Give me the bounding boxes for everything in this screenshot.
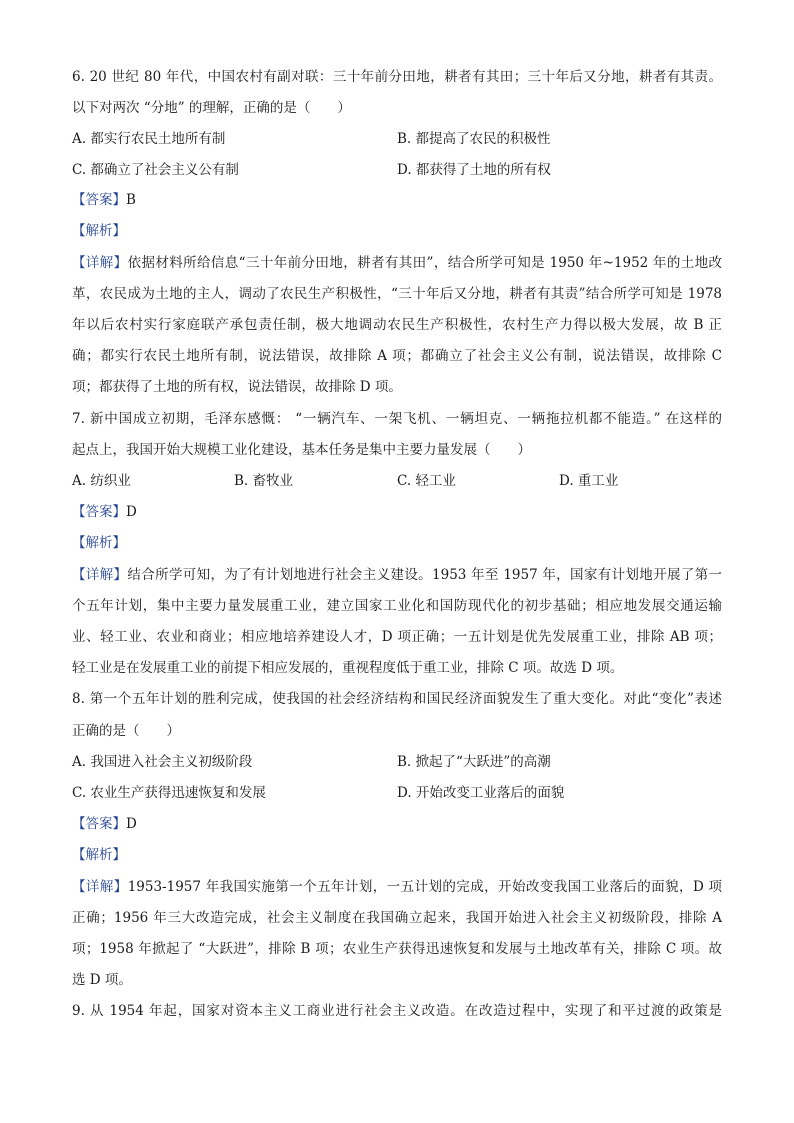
q9-stem-line-1: 9. 从 1954 年起，国家对资本主义工商业进行社会主义改造。在改造过程中，实现了和平过渡的政策是 (72, 1003, 722, 1019)
q6-option-b[interactable]: B. 都提高了农民的积极性 (397, 131, 551, 147)
q8-detail-line-4: 选 D 项。 (72, 972, 132, 988)
q7-option-c[interactable]: C. 轻工业 (397, 473, 456, 489)
answer-label: 【答案】 (72, 192, 126, 208)
q8-detail-line-1 (72, 878, 722, 896)
answer-label: 【答案】 (72, 816, 126, 832)
q6-option-c[interactable]: C. 都确立了社会主义公有制 (72, 162, 239, 178)
answer-label: 【答案】 (72, 504, 126, 520)
q8-option-b[interactable]: B. 掀起了“大跃进”的高潮 (397, 754, 551, 770)
q6-detail-line-2: 革，农民成为土地的主人，调动了农民生产积极性，“三十年后又分地，耕者有其责”结合所学可知是 1978 (72, 286, 722, 302)
q7-option-a[interactable]: A. 纺织业 (72, 473, 131, 489)
q7-analysis-label (72, 534, 126, 552)
q8-analysis-label (72, 846, 126, 864)
answer-value: D (126, 504, 137, 520)
detail-label: 【详解】 (72, 255, 128, 271)
q8-detail-line-2: 正确；1956 年三大改造完成，社会主义制度在我国确立起来，我国开始进入社会主义初级阶段，排除 A (72, 910, 722, 926)
detail-label: 【详解】 (72, 567, 128, 583)
q8-option-a[interactable]: A. 我国进入社会主义初级阶段 (72, 754, 253, 770)
q6-option-d[interactable]: D. 都获得了土地的所有权 (397, 162, 551, 178)
q6-analysis-label (72, 222, 126, 240)
q6-option-a[interactable]: A. 都实行农民土地所有制 (72, 131, 226, 147)
q8-detail-line-3: 项；1958 年掀起了 “大跃进”，排除 B 项；农业生产获得迅速恢复和发展与土地改革有关，排除 C 项。故 (72, 941, 722, 957)
q8-stem-line-2: 正确的是（ ） (72, 723, 180, 739)
q7-stem-line-1: 7. 新中国成立初期，毛泽东感慨： “一辆汽车、一架飞机、一辆坦克、一辆拖拉机都不能造。” 在这样的 (72, 411, 722, 427)
q7-answer (72, 503, 137, 521)
q8-option-d[interactable]: D. 开始改变工业落后的面貌 (397, 785, 565, 801)
analysis-label: 【解析】 (72, 847, 126, 863)
q6-stem-line-1: 6. 20 世纪 80 年代，中国农村有副对联：三十年前分田地，耕者有其田；三十年后又分地，耕者有其责。 (72, 69, 722, 85)
detail-text: 结合所学可知，为了有计划地进行社会主义建设。1953 年至 1957 年，国家有计划地开展了第一 (127, 567, 722, 583)
q7-detail-line-2: 个五年计划，集中主要力量发展重工业，建立国家工业化和国防现代化的初步基础；相应地发展交通运输 (72, 598, 722, 614)
q6-answer (72, 191, 136, 209)
q6-stem-line-2: 以下对两次 “分地” 的理解，正确的是（ ） (72, 100, 351, 116)
answer-value: D (126, 816, 137, 832)
detail-text: 1953-1957 年我国实施第一个五年计划，一五计划的完成，开始改变我国工业落后的面貌，D 项 (127, 879, 723, 895)
q6-detail-line-4: 确；都实行农民土地所有制，说法错误，故排除 A 项；都确立了社会主义公有制，说法错误，故排除 C (72, 348, 722, 364)
q8-stem-line-1: 8. 第一个五年计划的胜利完成，使我国的社会经济结构和国民经济面貌发生了重大变化。对此“变化”表述 (72, 691, 722, 707)
analysis-label: 【解析】 (72, 535, 126, 551)
q6-detail-line-5: 项；都获得了土地的所有权，说法错误，故排除 D 项。 (72, 379, 402, 395)
q8-answer (72, 815, 137, 833)
analysis-label: 【解析】 (72, 223, 126, 239)
q7-option-d[interactable]: D. 重工业 (559, 473, 619, 489)
q7-stem-line-2: 起点上，我国开始大规模工业化建设，基本任务是集中主要力量发展（ ） (72, 442, 531, 458)
q7-detail-line-4: 轻工业是在发展重工业的前提下相应发展的，重视程度低于重工业，排除 C 项。故选 D 项。 (72, 660, 624, 676)
q7-detail-line-1 (72, 566, 722, 584)
q7-option-b[interactable]: B. 畜牧业 (234, 473, 294, 489)
answer-value: B (126, 192, 136, 208)
q7-detail-line-3: 业、轻工业、农业和商业；相应地培养建设人才，D 项正确；一五计划是优先发展重工业，排除 AB 项； (72, 629, 722, 645)
q6-detail-line-3: 年以后农村实行家庭联产承包责任制，极大地调动农民生产积极性，农村生产力得以极大发展，故 B 正 (72, 317, 722, 333)
q6-detail-line-1 (72, 254, 722, 272)
q8-option-c[interactable]: C. 农业生产获得迅速恢复和发展 (72, 785, 266, 801)
detail-text: 依据材料所给信息“三十年前分田地，耕者有其田”，结合所学可知是 1950 年~1952 年的土地改 (127, 255, 722, 271)
detail-label: 【详解】 (72, 879, 128, 895)
